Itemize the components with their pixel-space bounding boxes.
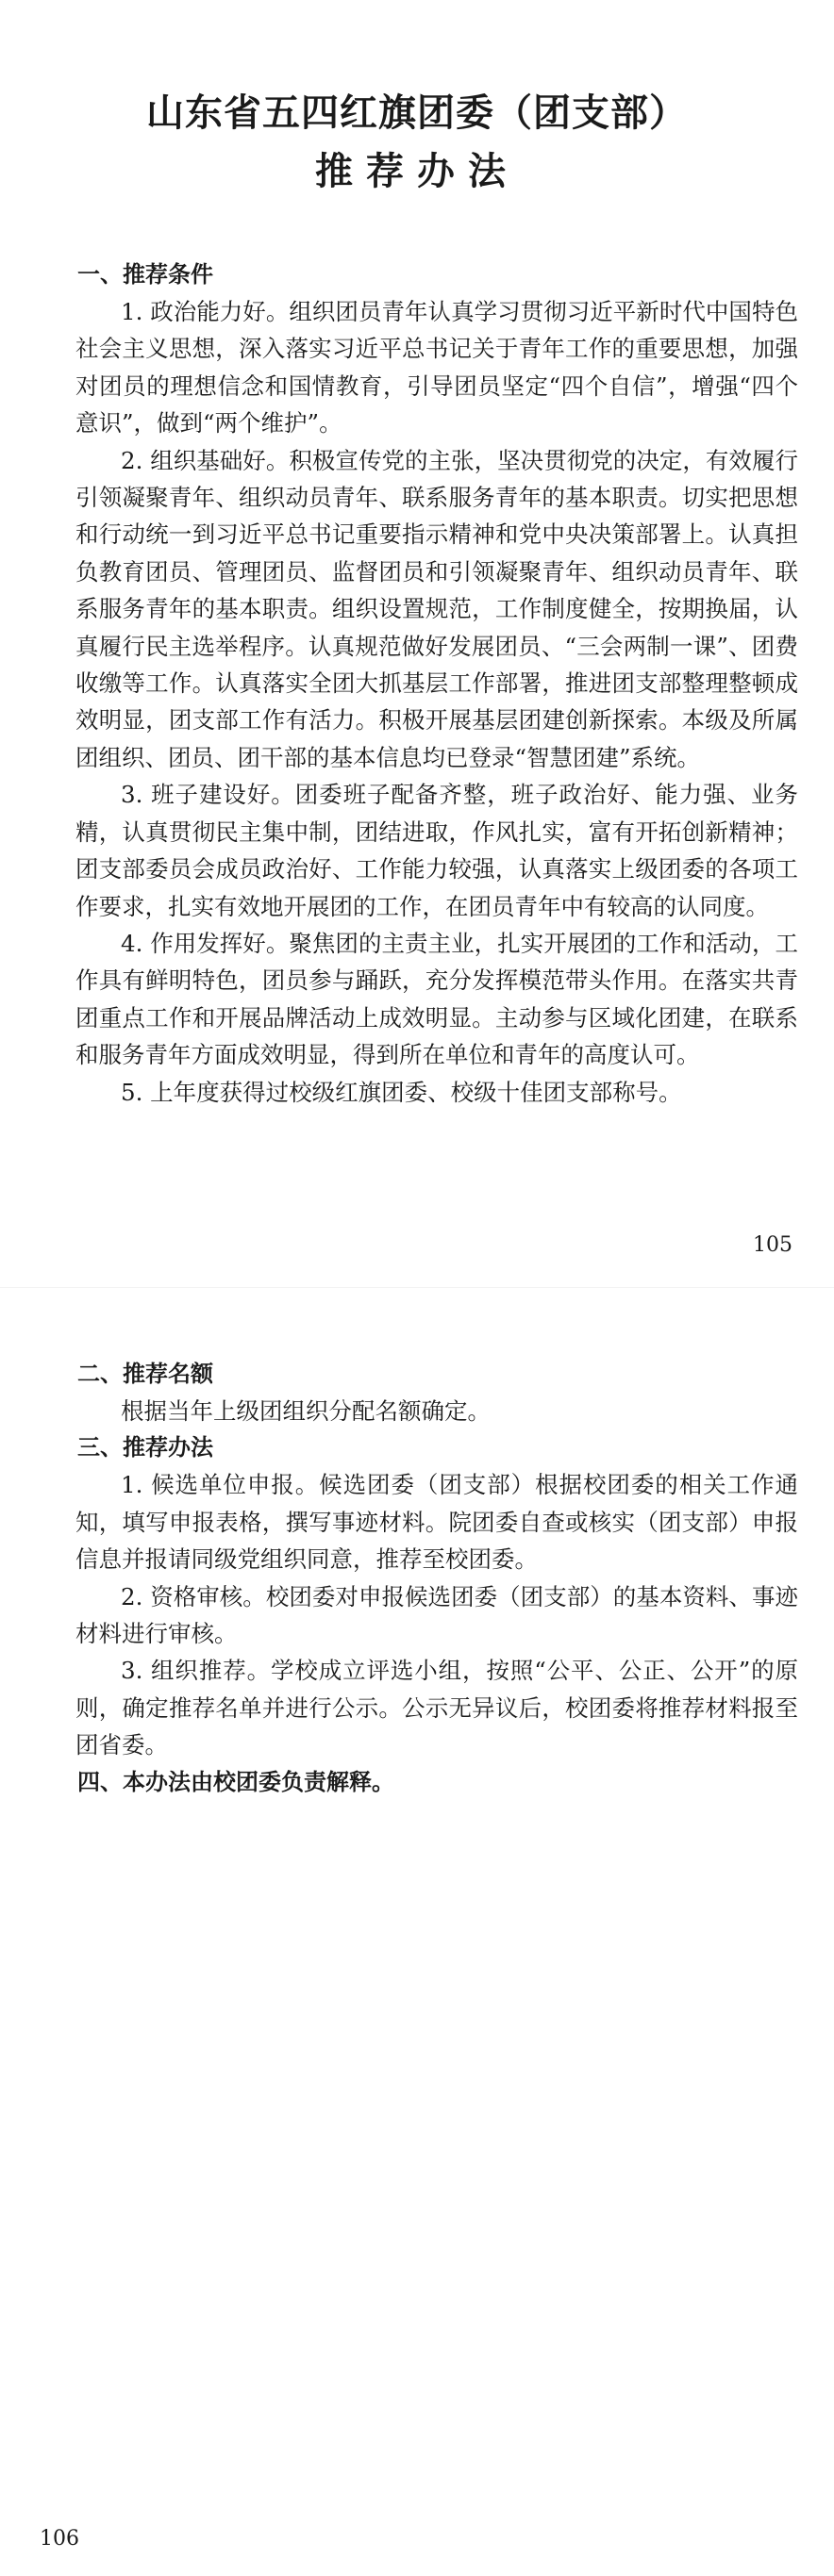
page-number: 106	[40, 2527, 79, 2551]
paragraph: 4. 作用发挥好。聚焦团的主责主业，扎实开展团的工作和活动，工作具有鲜明特色，团员参与踊跃，充分发挥模范带头作用。在落实共青团重点工作和开展品牌活动上成效明显。主动参与区域化团建，在联系和服务青年方面成效明显，得到所在单位和青年的高度认可。	[75, 929, 798, 1069]
section-recommendation-conditions	[75, 256, 798, 1111]
paragraph: 3. 组织推荐。学校成立评选小组，按照“公平、公正、公开”的原则，确定推荐名单并进行公示。公示无异议后，校团委将推荐材料报至团省委。	[75, 1657, 798, 1759]
paragraph: 5. 上年度获得过校级红旗团委、校级十佳团支部称号。	[121, 1078, 682, 1106]
paragraph: 1. 政治能力好。组织团员青年认真学习贯彻习近平新时代中国特色社会主义思想，深入落实习近平总书记关于青年工作的重要思想，加强对团员的理想信念和国情教育，引导团员坚定“四个自信”，增强“四个意识”，做到“两个维护”。	[75, 298, 798, 438]
page-106	[0, 1288, 834, 2576]
section-continuation	[75, 1356, 798, 1801]
document-title	[0, 87, 834, 198]
paragraph: 2. 资格审核。校团委对申报候选团委（团支部）的基本资料、事迹材料进行审核。	[75, 1582, 798, 1648]
section-heading: 二、推荐名额	[77, 1361, 213, 1387]
section-heading: 一、推荐条件	[77, 261, 213, 288]
section-heading: 四、本办法由校团委负责解释。	[77, 1768, 394, 1795]
paragraph: 3. 班子建设好。团委班子配备齐整，班子政治好、能力强、业务精，认真贯彻民主集中制，团结进取，作风扎实，富有开拓创新精神；团支部委员会成员政治好、工作能力较强，认真落实上级团委的各项工作要求，扎实有效地开展团的工作，在团员青年中有较高的认同度。	[75, 781, 798, 920]
title-line-2: 推荐办法	[315, 149, 519, 193]
page-number: 105	[753, 1233, 792, 1257]
title-line-1: 山东省五四红旗团委（团支部）	[146, 91, 688, 135]
paragraph: 1. 候选单位申报。候选团委（团支部）根据校团委的相关工作通知，填写申报表格，撰写事迹材料。院团委自查或核实（团支部）申报信息并报请同级党组织同意，推荐至校团委。	[75, 1471, 798, 1574]
paragraph: 根据当年上级团组织分配名额确定。	[121, 1397, 491, 1425]
section-heading: 三、推荐办法	[77, 1434, 213, 1461]
paragraph: 2. 组织基础好。积极宣传党的主张，坚决贯彻党的决定，有效履行引领凝聚青年、组织动员青年、联系服务青年的基本职责。切实把思想和行动统一到习近平总书记重要指示精神和党中央决策部署上。认真担负教育团员、管理团员、监督团员和引领凝聚青年、组织动员青年、联系服务青年的基本职责。组织设置规范，工作制度健全，按期换届，认真履行民主选举程序。认真规范做好发展团员、“三会两制一课”、团费收缴等工作。认真落实全团大抓基层工作部署，推进团支部整理整顿成效明显，团支部工作有活力。积极开展基层团建创新探索。本级及所属团组织、团员、团干部的基本信息均已登录“智慧团建”系统。	[75, 446, 798, 771]
